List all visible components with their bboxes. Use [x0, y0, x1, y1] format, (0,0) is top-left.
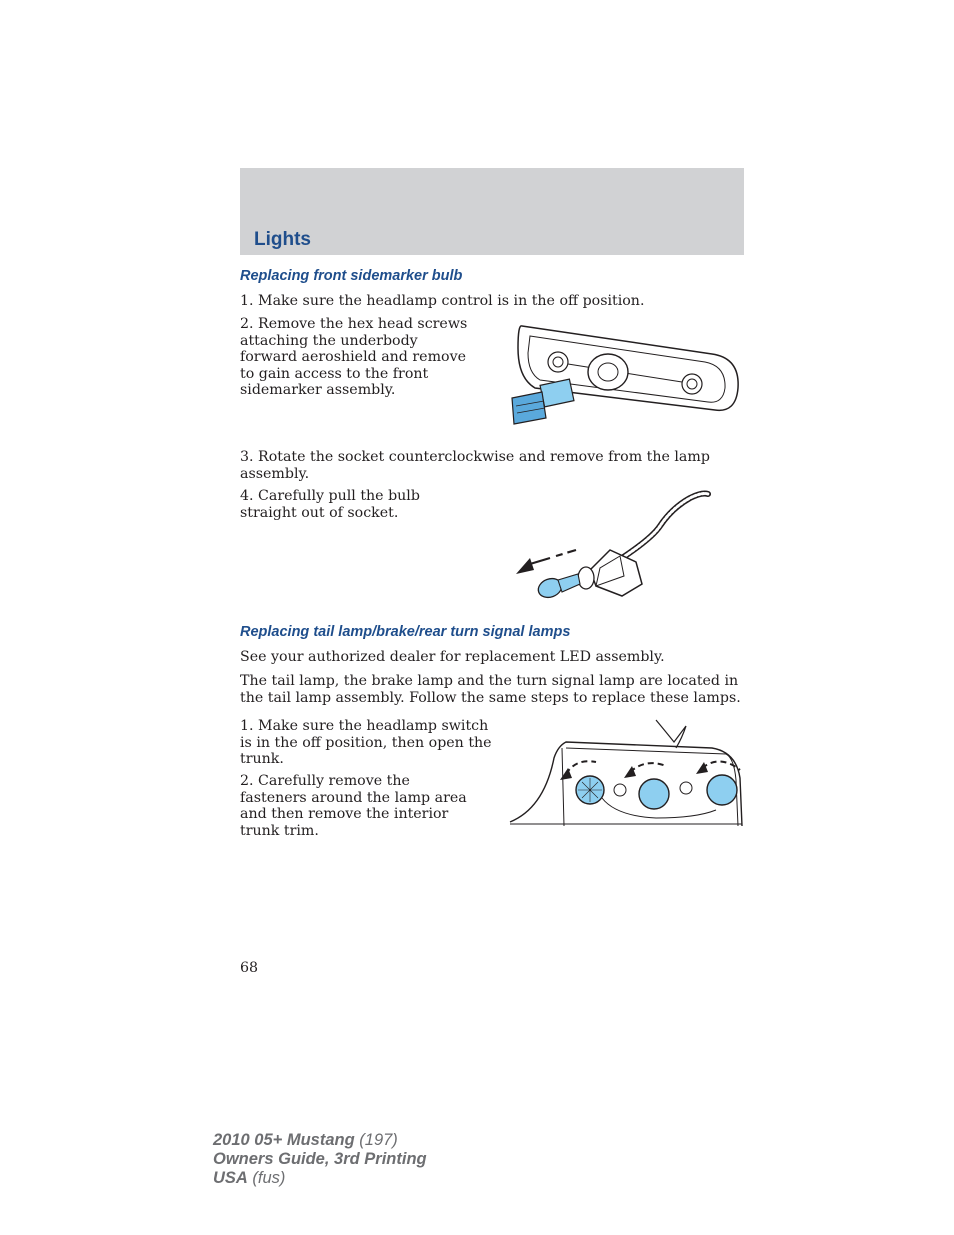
- sidemarker-step-2: 2. Remove the hex head screws attaching the underbody forward aeroshield and remove to gain access to the front sidemarker assembly.: [240, 316, 468, 398]
- section-header-band: [240, 168, 744, 255]
- footer-line-3: [213, 1169, 427, 1188]
- sidemarker-step-1: 1. Make sure the headlamp control is in the off position.: [240, 293, 645, 309]
- bulb-removal-illustration: [512, 488, 716, 608]
- taillamp-step-1: 1. Make sure the headlamp switch is in the off position, then open the trunk.: [240, 718, 492, 767]
- footer-guide: Owners Guide, 3rd Printing: [213, 1150, 427, 1168]
- sidemarker-step-4: 4. Carefully pull the bulb straight out of socket.: [240, 488, 420, 521]
- sidemarker-step-3: 3. Rotate the socket counterclockwise and remove from the lamp assembly.: [240, 449, 710, 482]
- sidemarker-lamp-illustration: [500, 318, 746, 430]
- footer-model: 2010 05+ Mustang: [213, 1131, 355, 1149]
- document-footer: [213, 1131, 427, 1188]
- footer-model-code: (197): [354, 1131, 398, 1149]
- subheading-taillamp: Replacing tail lamp/brake/rear turn signal lamps: [240, 624, 571, 640]
- footer-line-1: [213, 1131, 427, 1150]
- footer-region-code: (fus): [247, 1169, 286, 1187]
- subheading-sidemarker: Replacing front sidemarker bulb: [240, 268, 463, 284]
- taillamp-para-1: See your authorized dealer for replacement LED assembly.: [240, 649, 665, 665]
- footer-region: USA: [213, 1169, 248, 1187]
- tail-lamp-assembly-illustration: [506, 718, 746, 830]
- section-title-lights: Lights: [254, 229, 311, 250]
- page-number: 68: [240, 960, 259, 976]
- footer-line-2: [213, 1150, 427, 1169]
- taillamp-step-2: 2. Carefully remove the fasteners around the lamp area and then remove the interior trunk trim.: [240, 773, 467, 839]
- taillamp-para-2: The tail lamp, the brake lamp and the turn signal lamp are located in the tail lamp assembly. Follow the same steps to replace these lamps.: [240, 673, 741, 706]
